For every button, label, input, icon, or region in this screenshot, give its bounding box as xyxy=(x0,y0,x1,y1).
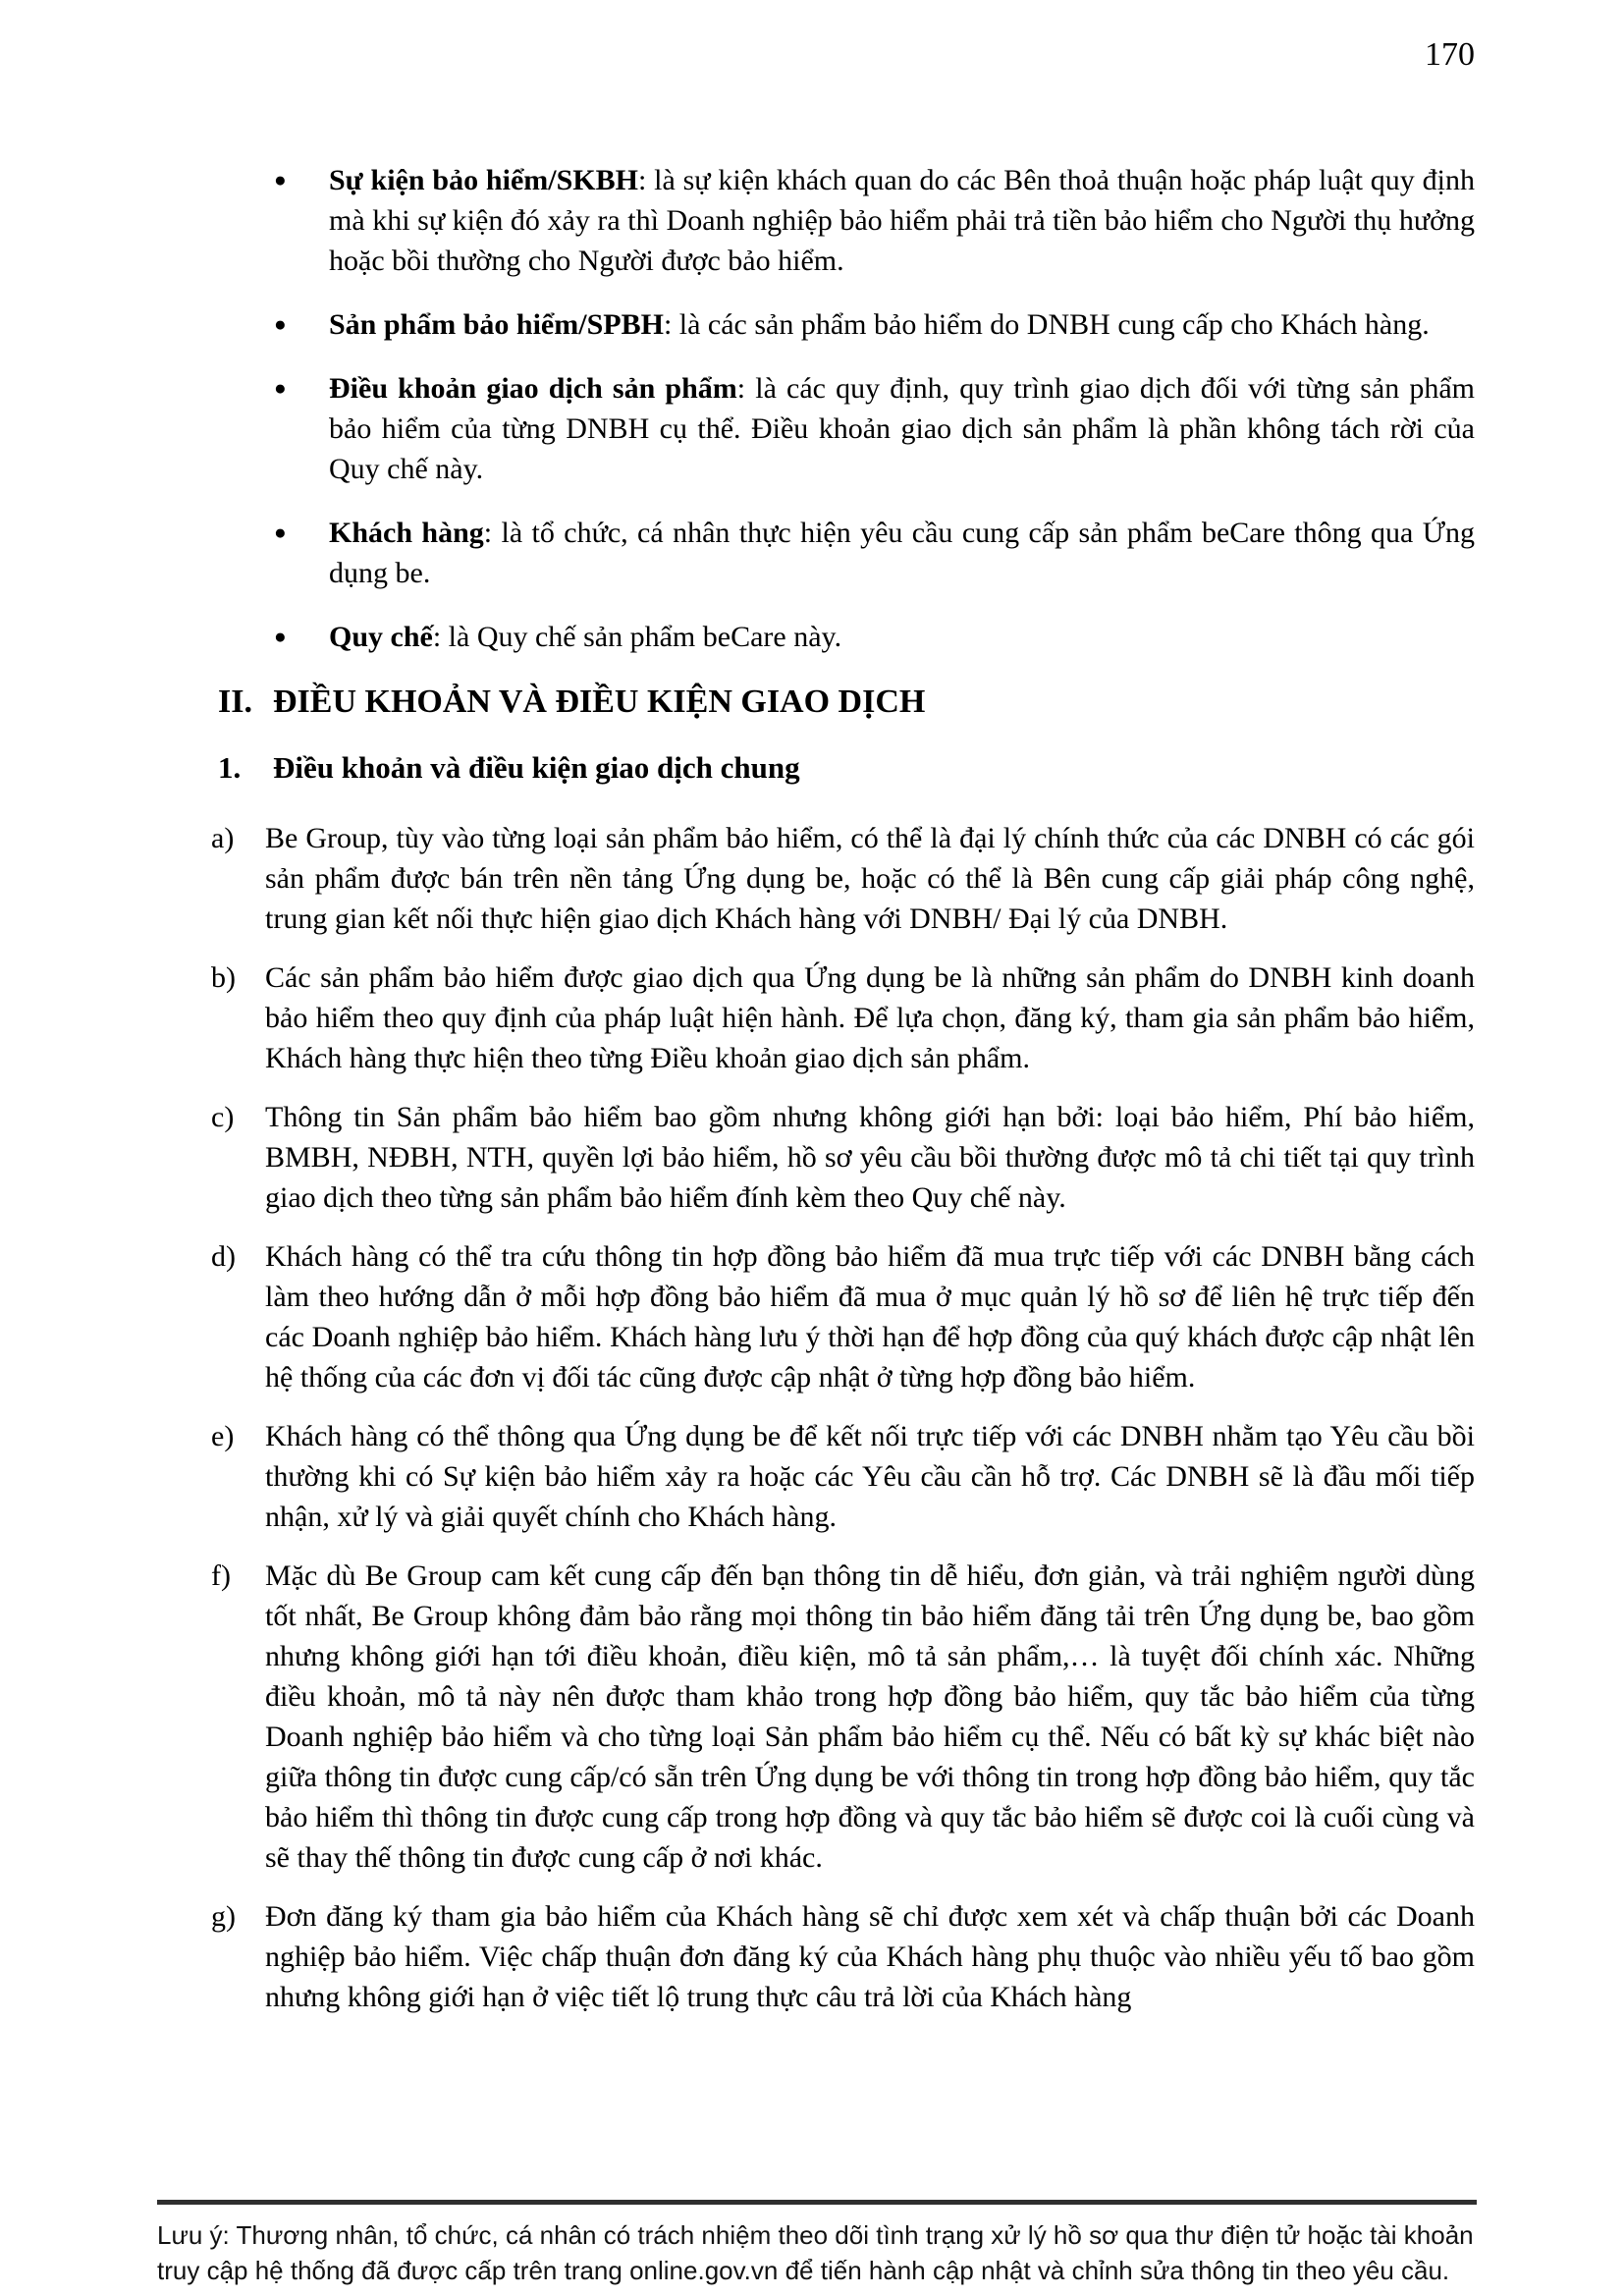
definition-term: Điều khoản giao dịch sản phẩm xyxy=(329,372,737,405)
definition-body xyxy=(329,368,1475,489)
definition-text: : là sự kiện khách quan do các Bên thoả thuận hoặc pháp luật quy định mà khi sự kiện đó xảy ra thì Doanh nghiệp bảo hiểm phải trả tiền bảo hiểm cho Người thụ hưởng hoặc bồi thường cho Người được bảo hiểm. xyxy=(329,164,1475,277)
clause-label: f) xyxy=(211,1559,231,1592)
clause-row xyxy=(211,1896,1475,2017)
definition-text: : là Quy chế sản phẩm beCare này. xyxy=(432,621,842,653)
clause-text: Thông tin Sản phẩm bảo hiểm bao gồm nhưng không giới hạn bởi: loại bảo hiểm, Phí bảo hiểm, BMBH, NĐBH, NTH, quyền lợi bảo hiểm, hồ sơ yêu cầu bồi thường được mô tả chi tiết tại quy trình giao dịch theo từng sản phẩm bảo hiểm đính kèm theo Quy chế này. xyxy=(265,1101,1475,1214)
definition-body xyxy=(329,160,1475,281)
definition-term: Khách hàng xyxy=(329,517,484,549)
footer xyxy=(157,2200,1477,2288)
definition-term: Sản phẩm bảo hiểm/SPBH xyxy=(329,308,664,341)
section-heading xyxy=(218,681,1477,724)
clause-row xyxy=(211,1097,1475,1218)
definition-body xyxy=(329,617,1475,657)
bullet-icon: ● xyxy=(274,168,287,191)
clause-row xyxy=(211,957,1475,1078)
definition-text: : là các quy định, quy trình giao dịch đối với từng sản phẩm bảo hiểm của từng DNBH cụ thể. Điều khoản giao dịch sản phẩm là phần không tách rời của Quy chế này. xyxy=(329,372,1475,485)
definition-body xyxy=(329,513,1475,593)
clause-text: Khách hàng có thể tra cứu thông tin hợp đồng bảo hiểm đã mua trực tiếp với các DNBH bằng cách làm theo hướng dẫn ở mỗi hợp đồng bảo hiểm đã mua ở mục quản lý hồ sơ để liên hệ trực tiếp đến các Doanh nghiệp bảo hiểm. Khách hàng lưu ý thời hạn để hợp đồng của quý khách được cập nhật lên hệ thống của các đơn vị đối tác cũng được cập nhật ở từng hợp đồng bảo hiểm. xyxy=(265,1240,1475,1394)
definition-item xyxy=(270,617,1475,657)
clause-text: Đơn đăng ký tham gia bảo hiểm của Khách hàng sẽ chỉ được xem xét và chấp thuận bởi các Doanh nghiệp bảo hiểm. Việc chấp thuận đơn đăng ký của Khách hàng phụ thuộc vào nhiều yếu tố bao gồm nhưng không giới hạn ở việc tiết lộ trung thực câu trả lời của Khách hàng xyxy=(265,1900,1475,2013)
clause-row xyxy=(211,818,1475,939)
definition-item xyxy=(270,513,1475,593)
subsection-number: 1. xyxy=(218,750,242,785)
clause-label: g) xyxy=(211,1900,236,1933)
section-title: ĐIỀU KHOẢN VÀ ĐIỀU KIỆN GIAO DỊCH xyxy=(273,683,926,720)
definition-body xyxy=(329,304,1475,345)
bullet-icon: ● xyxy=(274,625,287,648)
definition-item xyxy=(270,160,1475,281)
clause-label: a) xyxy=(211,822,235,854)
bullet-icon: ● xyxy=(274,520,287,544)
clause-label: c) xyxy=(211,1101,235,1133)
subsection-heading xyxy=(218,747,1477,789)
clause-text: Các sản phẩm bảo hiểm được giao dịch qua Ứng dụng be là những sản phẩm do DNBH kinh doanh bảo hiểm theo quy định của pháp luật hiện hành. Để lựa chọn, đăng ký, tham gia sản phẩm bảo hiểm, Khách hàng thực hiện theo từng Điều khoản giao dịch sản phẩm. xyxy=(265,961,1475,1074)
definition-term: Quy chế xyxy=(329,621,433,653)
clause-row xyxy=(211,1556,1475,1878)
definition-text: : là tổ chức, cá nhân thực hiện yêu cầu cung cấp sản phẩm beCare thông qua Ứng dụng be. xyxy=(329,517,1476,589)
definition-term: Sự kiện bảo hiểm/SKBH xyxy=(329,164,638,196)
bullet-icon: ● xyxy=(274,376,287,400)
section-numeral: II. xyxy=(218,683,252,720)
footer-note: Lưu ý: Thương nhân, tổ chức, cá nhân có trách nhiệm theo dõi tình trạng xử lý hồ sơ qua thư điện tử hoặc tài khoản truy cập hệ thống đã được cấp trên trang online.gov.vn để tiến hành cập nhật và chỉnh sửa thông tin theo yêu cầu. xyxy=(157,2220,1474,2285)
clause-row xyxy=(211,1236,1475,1397)
clause-label: d) xyxy=(211,1240,236,1273)
subsection-title: Điều khoản và điều kiện giao dịch chung xyxy=(273,750,800,785)
definition-item xyxy=(270,304,1475,345)
page-number: 170 xyxy=(1425,36,1475,73)
clauses-list xyxy=(211,818,1475,2017)
clause-label: e) xyxy=(211,1420,235,1452)
clause-text: Be Group, tùy vào từng loại sản phẩm bảo hiểm, có thể là đại lý chính thức của các DNBH có các gói sản phẩm được bán trên nền tảng Ứng dụng be, hoặc có thể là Bên cung cấp giải pháp công nghệ, trung gian kết nối thực hiện giao dịch Khách hàng với DNBH/ Đại lý của DNBH. xyxy=(265,822,1475,935)
clause-text: Khách hàng có thể thông qua Ứng dụng be để kết nối trực tiếp với các DNBH nhằm tạo Yêu cầu bồi thường khi có Sự kiện bảo hiểm xảy ra hoặc các Yêu cầu cần hỗ trợ. Các DNBH sẽ là đầu mối tiếp nhận, xử lý và giải quyết chính cho Khách hàng. xyxy=(265,1420,1475,1533)
page-content xyxy=(0,160,1624,2036)
clause-row xyxy=(211,1416,1475,1537)
definitions-list xyxy=(270,160,1475,657)
bullet-icon: ● xyxy=(274,312,287,336)
definition-text: : là các sản phẩm bảo hiểm do DNBH cung cấp cho Khách hàng. xyxy=(663,308,1430,341)
definition-item xyxy=(270,368,1475,489)
clause-label: b) xyxy=(211,961,236,994)
clause-text: Mặc dù Be Group cam kết cung cấp đến bạn thông tin dễ hiểu, đơn giản, và trải nghiệm người dùng tốt nhất, Be Group không đảm bảo rằng mọi thông tin bảo hiểm đăng tải trên Ứng dụng be, bao gồm nhưng không giới hạn tới điều khoản, điều kiện, mô tả sản phẩm,… là tuyệt đối chính xác. Những điều khoản, mô tả này nên được tham khảo trong hợp đồng bảo hiểm, quy tắc bảo hiểm của từng Doanh nghiệp bảo hiểm và cho từng loại Sản phẩm bảo hiểm cụ thể. Nếu có bất kỳ sự khác biệt nào giữa thông tin được cung cấp/có sẵn trên Ứng dụng be với thông tin trong hợp đồng bảo hiểm, quy tắc bảo hiểm thì thông tin được cung cấp trong hợp đồng và quy tắc bảo hiểm sẽ được coi là cuối cùng và sẽ thay thế thông tin được cung cấp ở nơi khác. xyxy=(265,1559,1475,1874)
